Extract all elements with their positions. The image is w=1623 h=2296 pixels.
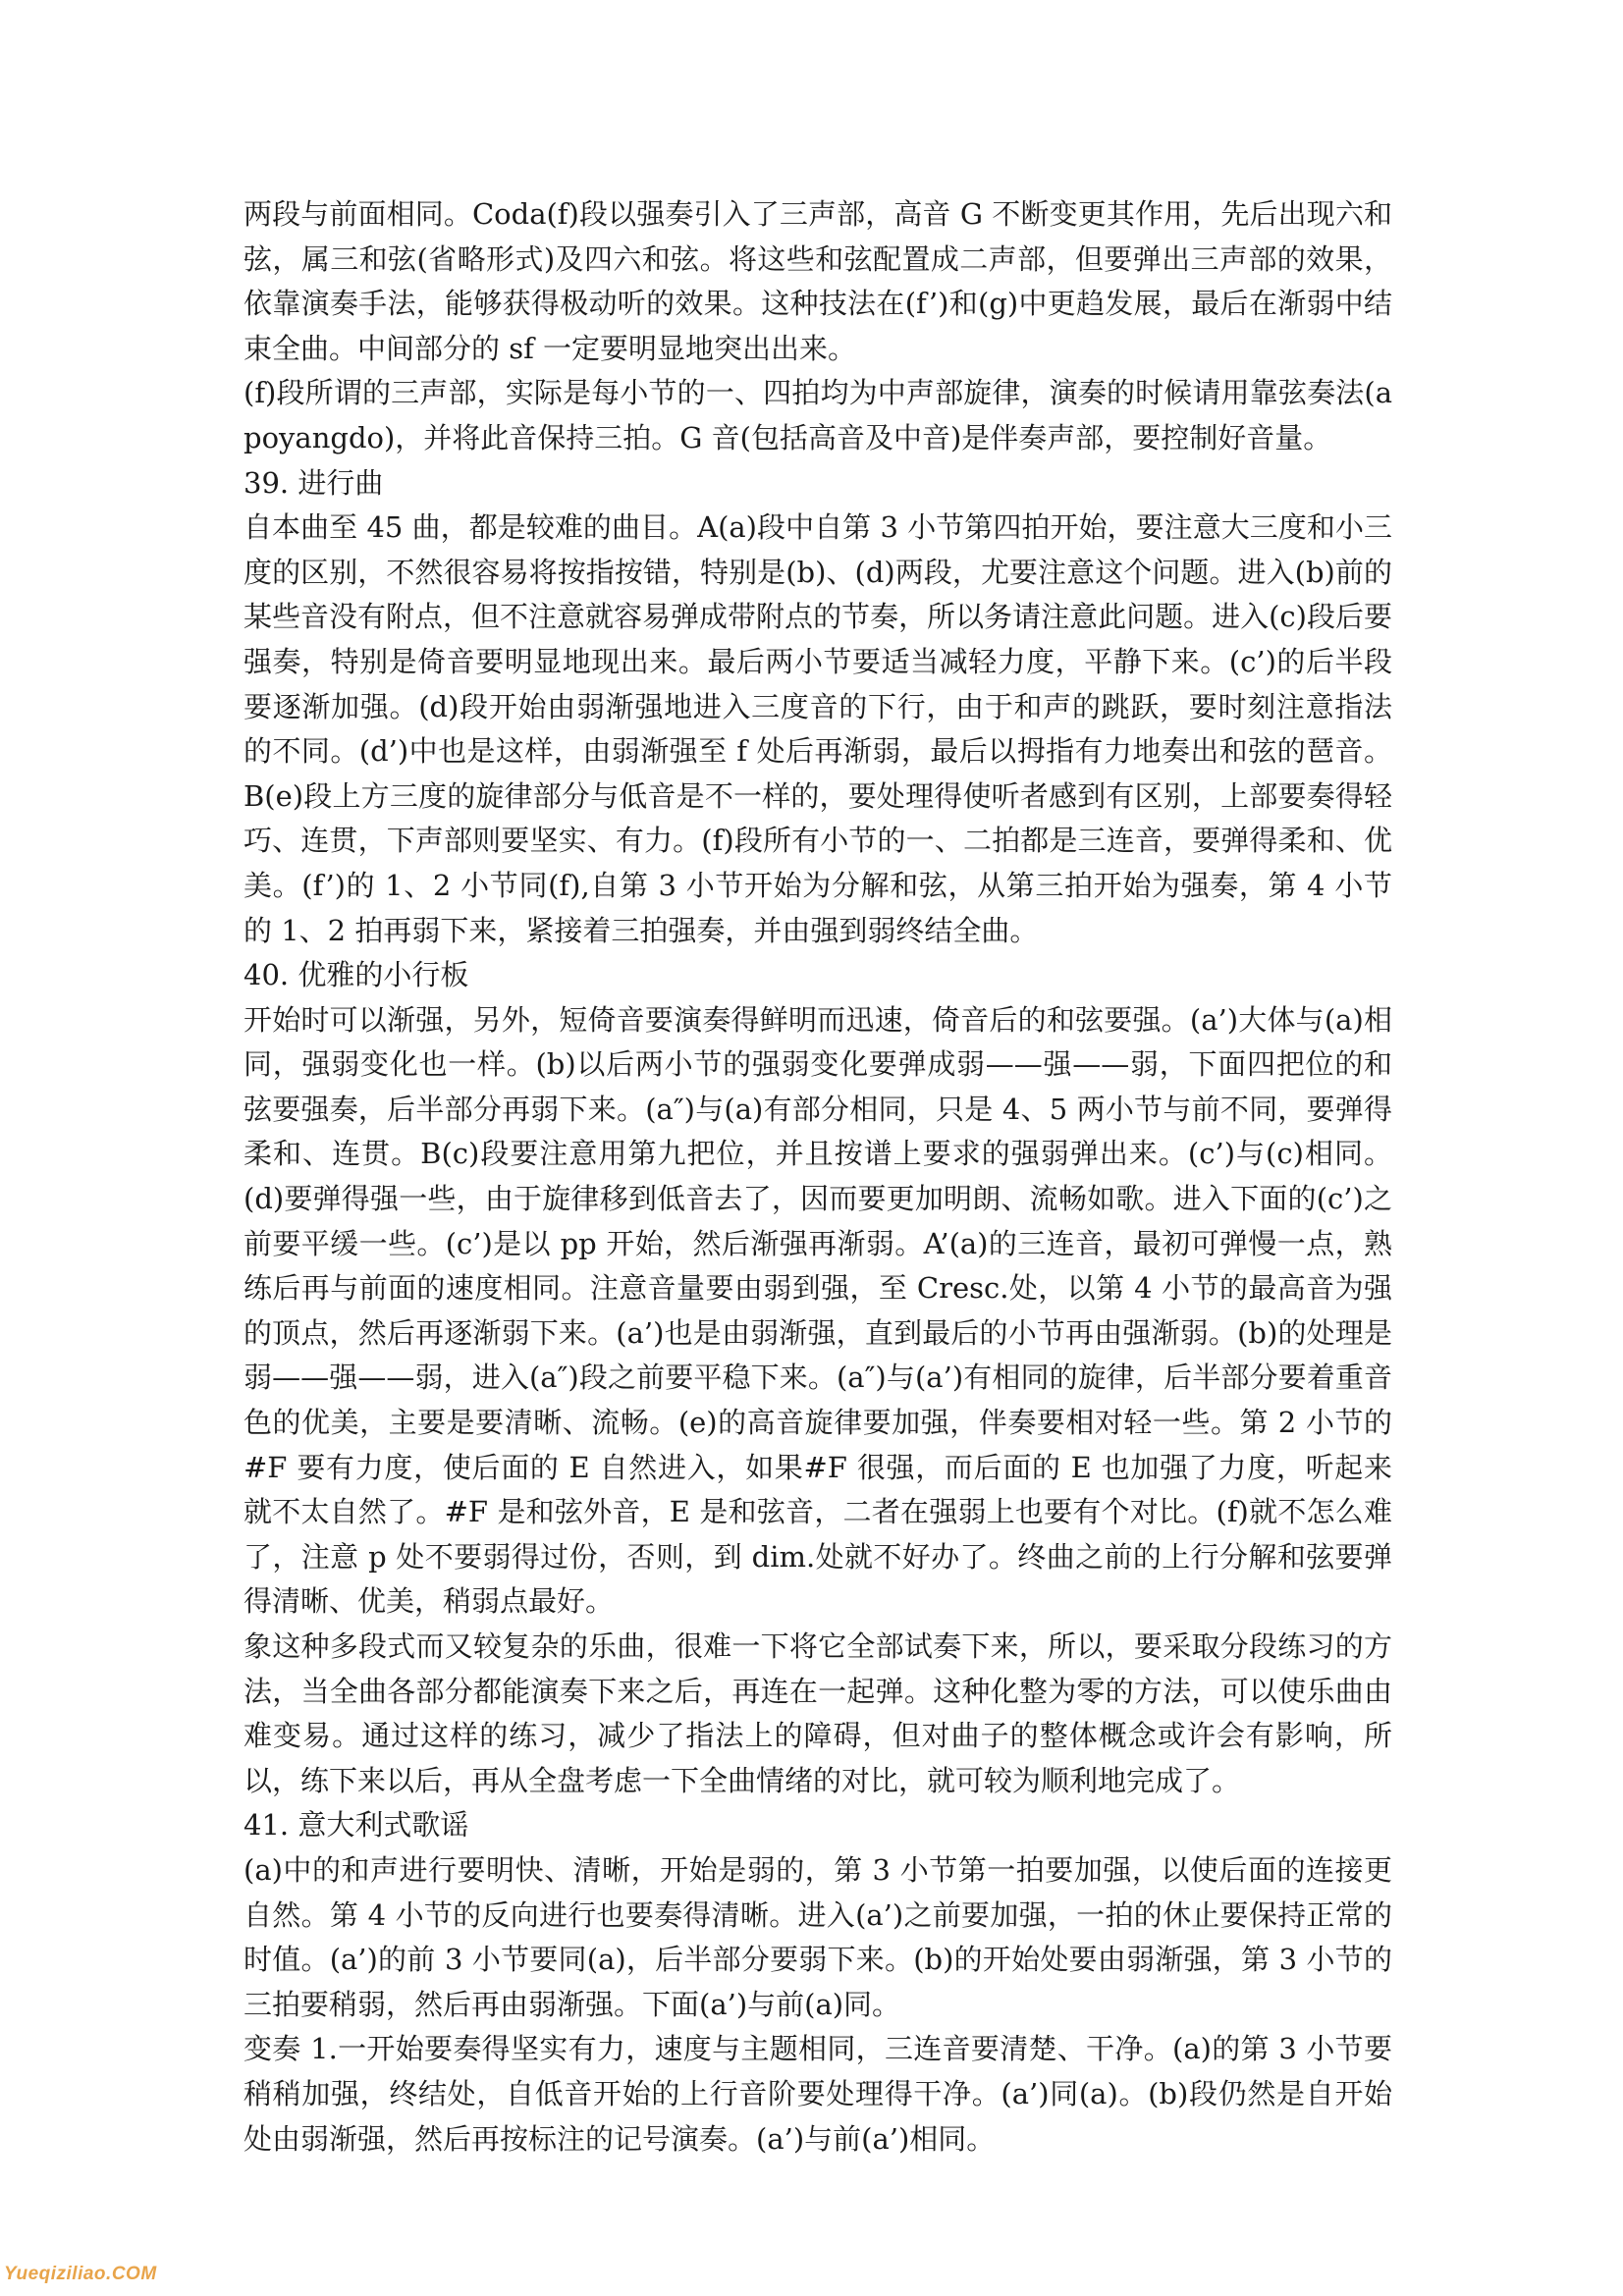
- paragraph-italian-song: (a)中的和声进行要明快、清晰，开始是弱的，第 3 小节第一拍要加强，以使后面的连接更自然。第 4 小节的反向进行也要奏得清晰。进入(a’)之前要加强，一拍的休止要保持正常的时值。(a’)的前 3 小节要同(a)，后半部分要弱下来。(b)的开始处要由弱渐强，第 3 小节的三拍要稍弱，然后再由弱渐强。下面(a’)与前(a)同。: [243, 1852, 1392, 2021]
- paragraph-coda: 两段与前面相同。Coda(f)段以强奏引入了三声部，高音 G 不断变更其作用，先后出现六和弦，属三和弦(省略形式)及四六和弦。将这些和弦配置成二声部，但要弹出三声部的效果，依靠演奏手法，能够获得极动听的效果。这种技法在(f’)和(g)中更趋发展，最后在渐弱中结束全曲。中间部分的 sf 一定要明显地突出出来。: [243, 197, 1392, 365]
- section-heading-41: 41. 意大利式歌谣: [243, 1808, 469, 1842]
- paragraph-three-voices: (f)段所谓的三声部，实际是每小节的一、四拍均为中声部旋律，演奏的时候请用靠弦奏法(apoyangdo)，并将此音保持三拍。G 音(包括高音及中音)是伴奏声部，要控制好音量。: [243, 376, 1392, 454]
- section-heading-39: 39. 进行曲: [243, 465, 384, 500]
- section-heading-40: 40. 优雅的小行板: [243, 958, 469, 992]
- paragraph-practice-method: 象这种多段式而又较复杂的乐曲，很难一下将它全部试奏下来，所以，要采取分段练习的方法，当全曲各部分都能演奏下来之后，再连在一起弹。这种化整为零的方法，可以使乐曲由难变易。通过这样的练习，减少了指法上的障碍，但对曲子的整体概念或许会有影响，所以，练下来以后，再从全盘考虑一下全曲情绪的对比，就可较为顺利地完成了。: [243, 1629, 1392, 1797]
- paragraph-variation-1: 变奏 1.一开始要奏得坚实有力，速度与主题相同，三连音要清楚、干净。(a)的第 3 小节要稍稍加强，终结处，自低音开始的上行音阶要处理得干净。(a’)同(a)。(b)段仍然是自开始处由弱渐强，然后再按标注的记号演奏。(a’)与前(a’)相同。: [243, 2032, 1392, 2156]
- page-body: [243, 192, 1392, 2162]
- paragraph-andantino: 开始时可以渐强，另外，短倚音要演奏得鲜明而迅速，倚音后的和弦要强。(a’)大体与(a)相同，强弱变化也一样。(b)以后两小节的强弱变化要弹成弱——强——弱，下面四把位的和弦要强奏，后半部分再弱下来。(a″)与(a)有部分相同，只是 4、5 两小节与前不同，要弹得柔和、连贯。B(c)段要注意用第九把位，并且按谱上要求的强弱弹出来。(c’)与(c)相同。(d)要弹得强一些，由于旋律移到低音去了，因而要更加明朗、流畅如歌。进入下面的(c’)之前要平缓一些。(c’)是以 pp 开始，然后渐强再渐弱。A’(a)的三连音，最初可弹慢一点，熟练后再与前面的速度相同。注意音量要由弱到强，至 Cresc.处，以第 4 小节的最高音为强的顶点，然后再逐渐弱下来。(a’)也是由弱渐强，直到最后的小节再由强渐弱。(b)的处理是弱——强——弱，进入(a″)段之前要平稳下来。(a″)与(a’)有相同的旋律，后半部分要着重音色的优美，主要是要清晰、流畅。(e)的高音旋律要加强，伴奏要相对轻一些。第 2 小节的#F 要有力度，使后面的 E 自然进入，如果#F 很强，而后面的 E 也加强了力度，听起来就不太自然了。#F 是和弦外音，E 是和弦音，二者在强弱上也要有个对比。(f)就不怎么难了，注意 p 处不要弱得过份，否则，到 dim.处就不好办了。终曲之前的上行分解和弦要弹得清晰、优美，稍弱点最好。: [243, 1002, 1392, 1619]
- paragraph-march: 自本曲至 45 曲，都是较难的曲目。A(a)段中自第 3 小节第四拍开始，要注意大三度和小三度的区别，不然很容易将按指按错，特别是(b)、(d)两段，尤要注意这个问题。进入(b)前的某些音没有附点，但不注意就容易弹成带附点的节奏，所以务请注意此问题。进入(c)段后要强奏，特别是倚音要明显地现出来。最后两小节要适当减轻力度，平静下来。(c’)的后半段要逐渐加强。(d)段开始由弱渐强地进入三度音的下行，由于和声的跳跃，要时刻注意指法的不同。(d’)中也是这样，由弱渐强至 f 处后再渐弱，最后以拇指有力地奏出和弦的琶音。B(e)段上方三度的旋律部分与低音是不一样的，要处理得使听者感到有区别，上部要奏得轻巧、连贯，下声部则要坚实、有力。(f)段所有小节的一、二拍都是三连音，要弹得柔和、优美。(f’)的 1、2 小节同(f),自第 3 小节开始为分解和弦，从第三拍开始为强奏，第 4 小节的 1、2 拍再弱下来，紧接着三拍强奏，并由强到弱终结全曲。: [243, 510, 1392, 947]
- site-watermark: Yueqiziliao.COM: [4, 2264, 157, 2284]
